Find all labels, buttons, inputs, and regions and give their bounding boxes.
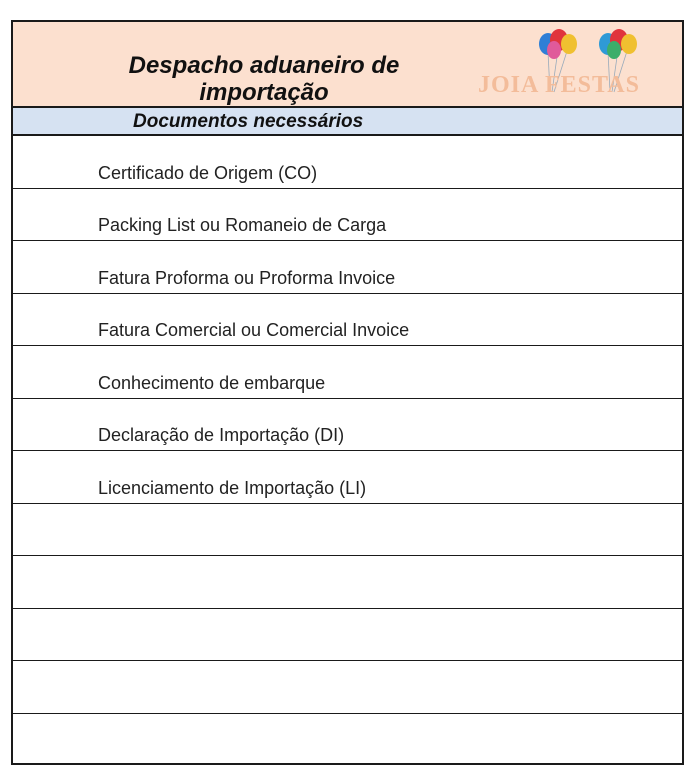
logo-text: JOIA FESTAS — [478, 72, 640, 98]
title-line-2: importação — [199, 79, 329, 106]
list-item — [13, 609, 682, 662]
list-item — [13, 661, 682, 714]
section-header — [13, 108, 682, 136]
page-title — [109, 52, 419, 106]
list-item — [13, 136, 682, 189]
list-item — [13, 504, 682, 557]
list-item-text: Declaração de Importação (DI) — [98, 425, 345, 445]
title-line-1: Despacho aduaneiro de — [128, 52, 400, 79]
list-item — [13, 346, 682, 399]
list-item-text: Fatura Proforma ou Proforma Invoice — [98, 267, 396, 288]
list-item — [13, 189, 682, 242]
list-item — [13, 451, 682, 504]
list-item-text: Licenciamento de Importação (LI) — [98, 477, 367, 498]
list-item-text: Packing List ou Romaneio de Carga — [98, 215, 387, 235]
list-item — [13, 294, 682, 347]
list-item — [13, 556, 682, 609]
list-item-text: Certificado de Origem (CO) — [98, 162, 318, 183]
document-sheet — [11, 20, 684, 765]
header — [13, 22, 682, 108]
logo — [468, 22, 678, 106]
list-item-text: Fatura Comercial ou Comercial Invoice — [98, 320, 410, 340]
document-list — [13, 136, 682, 766]
list-item — [13, 714, 682, 767]
list-item-text: Conhecimento de embarque — [98, 372, 326, 393]
section-header-label: Documentos necessários — [133, 111, 364, 132]
list-item — [13, 241, 682, 294]
list-item — [13, 399, 682, 452]
